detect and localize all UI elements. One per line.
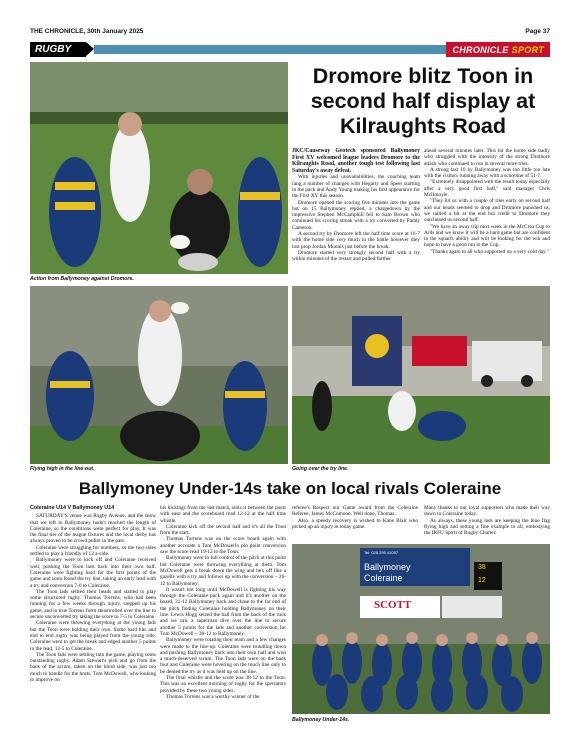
photo-tryline — [292, 286, 550, 464]
story1-paragraph: Dromore opened the scoring five minutes into the game but on 15 Ballymoney replied, a chargedown by the impressive Stephen McCamphill fell to Sam Brown who continued his scoring streak with a try converted by Paddy Cameron. — [292, 199, 420, 231]
sponsor-board: SCOTT — [374, 599, 412, 611]
caption-action-main: Action from Ballymoney against Dromore. — [30, 276, 134, 282]
team-photo-banner-line1: Ballymoney — [364, 562, 411, 572]
story1-paragraph: "Extremely disappointed with the result today especially after a very good first half," said manager Chris McIlmoyle. — [424, 179, 550, 199]
story2-column-1 — [30, 505, 156, 727]
story2-paragraph: It wasn't not long until McDowell is fighting his way through the Coleraine pack again and it's another on the board, 31-12 Ballymoney back and chase to the far end of the pitch finding Coleraine holding Ballymoney on their line. Lewis Hogg seized the ball from the back of the ruck and we saw a superman dive over the line to secure another 5 points for the lads and another conversion for Tom McDowell – 38-12 to Ballymoney. — [160, 586, 286, 637]
story1-column-1 — [292, 148, 420, 276]
story2-paragraph: Coleraine were throwing everything at the young lads but the Toon were holding their own. Some hard hits and end to end rugby was being played from the young side. Coleraine went to get the break and edged another 5 points in the lead, 12-5 to Coleraine. — [30, 620, 156, 652]
story2-paragraph: Thomas Torrens was on the score board again with another accurate a Tom McDowell's pin point conversion saw the score read 19-12 to the Toon. — [160, 536, 286, 556]
story2-headline: Ballymoney Under-14s take on local rivals Coleraine — [78, 479, 502, 498]
photo-team — [292, 544, 550, 714]
photo-lineout — [30, 286, 288, 464]
story2-column-3 — [292, 505, 418, 541]
masthead — [30, 28, 550, 40]
scoreboard-home: 38 — [478, 564, 486, 571]
page-number: Page 37 — [525, 28, 550, 35]
story2-paragraph: Ballymoney were in full control of the pitch at this point but Coleraine were throwing everything at them. Tom McDowell gets a break down the wing and he's off like a gazelle with a try and follows up with the conversion – 26-12 to Ballymoney. — [160, 555, 286, 587]
story2-paragraph: The final whistle and the score was 38-12 to the Toon. This was an excellent morning of rugby for the spectators provided by these two young sides. — [160, 675, 286, 694]
story2-paragraph: As always, these young lads are keeping the blue flag flying high and setting a fine example to all, embodying the IRFU Spirit of Rugby Charter. — [424, 517, 550, 537]
story2-paragraph: Many thanks to our loyal supporters who made their way down to Coleraine today. — [424, 505, 550, 518]
story1-paragraph: ahead several minutes later. This hit the home side badly who struggled with the intensity of the strong Dromore attack who continued to run in several more tries. — [424, 148, 550, 167]
caption-lineout: Flying high in the line-out. — [30, 466, 95, 472]
story2-paragraph: his kickings from the last match, slots it between the posts with ease and the scoreboard read 12-12 at the half time whistle. — [160, 505, 286, 524]
story1-column-2 — [424, 148, 550, 276]
section-bar — [30, 42, 550, 57]
story1-paragraph: "We have an away trip next week in the McCrea Cup to Ards and we know it will be a hard game but are confident in the squad's ability and will be looking for the win and hope to have a good run in the Cup. — [424, 223, 550, 249]
section-tab-rugby: RUGBY — [30, 42, 86, 57]
story2-column-2 — [160, 505, 286, 727]
story1-paragraph: A second try by Dromore left the half time score at 16-7 with the home side very much in the battle however they lost prop Jordan Munnis just before the break. — [292, 231, 420, 250]
story2-paragraph: Coleraine kick off the second half and it's all the Toon from the start. — [160, 523, 286, 537]
story2-paragraph: The Toon lads settled their heads and started to play some structured rugby. Thomas Torrens, who had been running for a few weeks through injury, stepped up his game, and in true Torrens form steamrolled over the line to secure unconverted try taking the score to 7-5 to Coleraine. — [30, 588, 156, 621]
story1-lead: JKC/Causeway Geotech sponsored Ballymoney First XV welcomed league leaders Dromore to the Kilraughts Road, another tough test following last Saturday's away defeat. — [292, 148, 420, 174]
story2-paragraph: Also, a speedy recovery is wished to Kane Blair who picked up an injury in today game. — [292, 517, 418, 530]
caption-team: Ballymoney Under-14s. — [292, 717, 350, 723]
story2-column-4 — [424, 505, 550, 541]
story2-paragraph: Ballymoney were rotating their team and a few changes were made to the line-up. Coleraine were trundling down and pushing Ballymoney back into their own half and won a much-deserved scrum. The Toon lads were on the back foot and Coleraine were hovering on the touch line only to be denied the try as it was held up on the line. — [160, 637, 286, 675]
story2-paragraph: SATURDAY'S venue was Rugby Avenue, and the snow that we left in Ballymoney hadn't reached the length of Coleraine, so the conditions were perfect for play. It was the final tier of the league fixtures and the local derby has always proven to be crowd puller in the past. — [30, 513, 156, 545]
story2-paragraph: Thomas Torrens was a worthy winner of the — [166, 693, 260, 700]
brand-main: CHRONICLE — [452, 44, 509, 55]
brand-logo — [446, 42, 550, 57]
story1-paragraph: "Thanks again to all who supported on a very cold day." — [430, 248, 549, 255]
team-photo-banner-line2: Coleraine — [364, 573, 403, 583]
section-rule — [94, 45, 446, 54]
story2-kicker: Coleraine U14 V Ballymoney U14 — [30, 505, 115, 511]
story1-paragraph: A strong last 10 by Ballymoney was too little too late with the visitors running away with a scoreline of 51-7. — [424, 166, 550, 180]
section-tab-arrow — [86, 42, 94, 56]
caption-tryline: Going over the try line. — [292, 466, 349, 472]
story1-headline: Dromore blitz Toon in second half display at Kilraughts Road — [310, 64, 536, 138]
story2-paragraph: Coleraine were struggling for numbers, so the two sides settled to play a friendly of 12 a-side. — [30, 544, 156, 558]
story1-paragraph: Dromore started very strongly second half with a try within minutes of the restart and pulled further — [292, 249, 420, 263]
story2-paragraph: The Toon lads were settling into the game, playing some outstanding rugby. Adam Stewart's pick and go from the back of the scrum, taken on the blind side, was just too much to handle for the hosts. Tom McDowell, who looking to improve on — [30, 651, 156, 684]
story2-paragraph: Ballymoney were to kick off and Coleraine received well, pushing the Toon lads back into their own half. Coleraine were fighting hard for the first points of the game and soon found the try line, taking an early lead with a try and conversion 7-0 to Coleraine. — [30, 557, 156, 589]
scoreboard-away: 12 — [478, 577, 486, 584]
brand-sport: SPORT — [511, 44, 544, 55]
story1-paragraph: With injuries and unavailabilities, the coaching team rang a number of changes with Hegarty and Speer starting in the pack and Andy Young making his first appearance for the First XV this season. — [292, 174, 420, 200]
story2-paragraph: referee's Respect our Game award from the Coleraine Referee, James McComoon. Well done, Thomas. — [292, 505, 418, 518]
story1-paragraph: "They hit us with a couple of tries early on second half and our heads seemed to drop and Dromore punished us, we rallied a bit at the end but credit to Dromore they outclassed us second half. — [424, 198, 550, 224]
masthead-date: THE CHRONICLE, 30th January 2025 — [30, 28, 144, 35]
photo-action-main — [30, 62, 288, 274]
sponsor-phone: Tel: 028 295 41057 — [364, 550, 399, 555]
